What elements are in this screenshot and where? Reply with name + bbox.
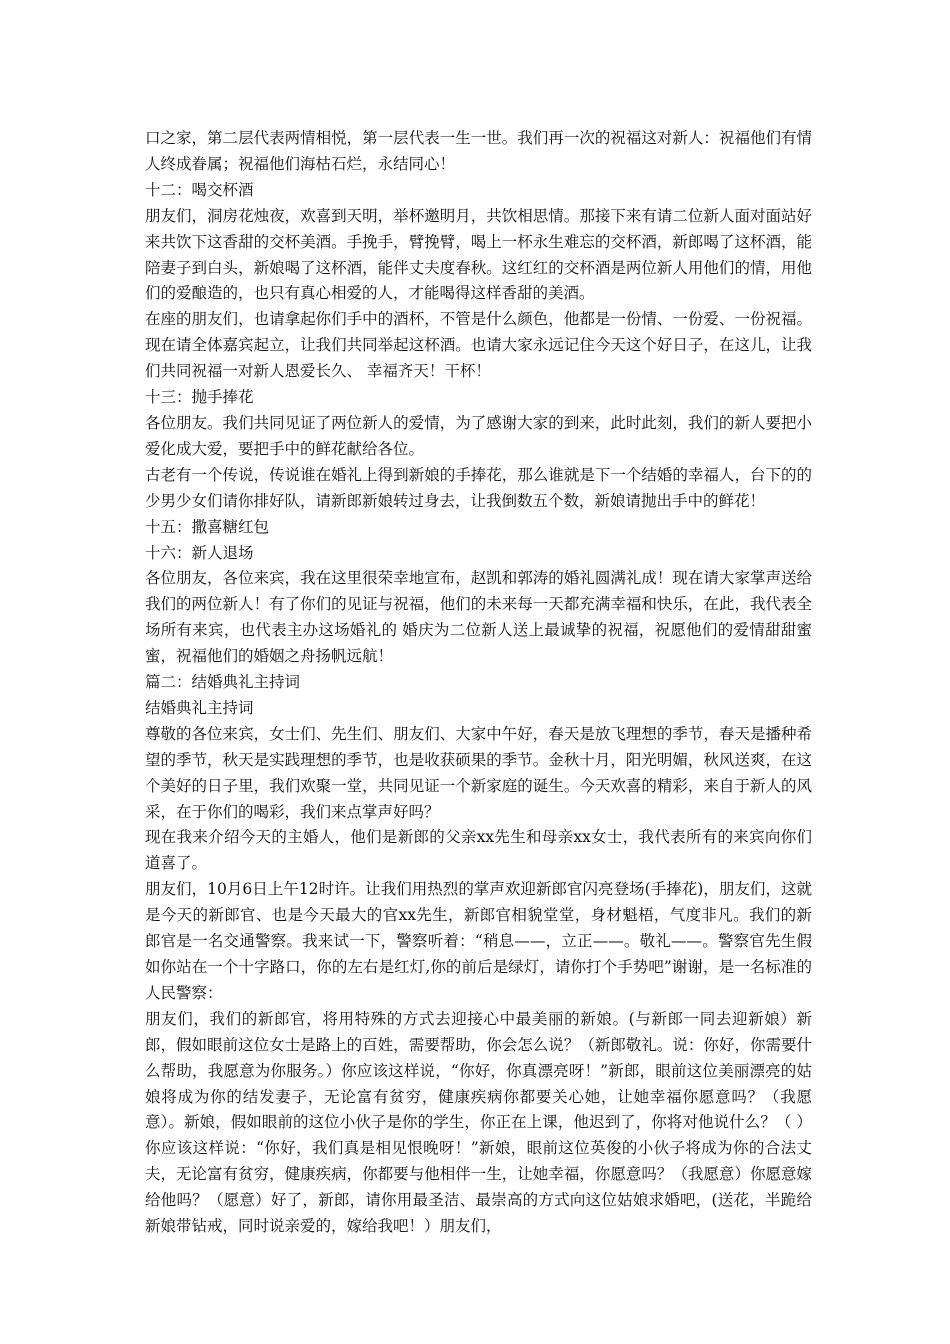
paragraph: 现在我来介绍今天的主婚人，他们是新郎的父亲xx先生和母亲xx女士，我代表所有的来宾向你们道喜了。 (145, 828, 812, 873)
section-heading: 十三：抛手捧花 (145, 388, 254, 407)
paragraph: 尊敬的各位来宾，女士们、先生们、朋友们、大家中午好，春天是放飞理想的季节，春天是播种希望的季节，秋天是实践理想的季节，也是收获硕果的季节。金秋十月，阳光明媚，秋风送爽，在这个美好的日子里，我们欢聚一堂，共同见证一个新家庭的诞生。今天欢喜的精彩，来自于新人的风采，在于你们的喝彩，我们来点掌声好吗？ (145, 724, 812, 821)
document-body (145, 126, 812, 1240)
paragraph: 古老有一个传说，传说谁在婚礼上得到新娘的手捧花，那么谁就是下一个结婚的幸福人，台下的的少男少女们请你排好队，请新郎新娘转过身去，让我倒数五个数，新娘请抛出手中的鲜花！ (145, 465, 812, 510)
document-title: 结婚典礼主持词 (145, 698, 254, 717)
paragraph: 朋友们，我们的新郎官，将用特殊的方式去迎接心中最美丽的新娘。(与新郎一同去迎新娘）新郎，假如眼前这位女士是路上的百姓，需要帮助，你会怎么说？（新郎敬礼。说：你好，你需要什么帮助，我愿意为你服务。）你应该这样说，“你好，你真漂亮呀！”新郎，眼前这位美丽漂亮的姑娘将成为你的结发妻子，无论富有贫穷，健康疾病你都要关心她，让她幸福你愿意吗？（我愿意）。新娘，假如眼前的这位小伙子是你的学生，你正在上课，他迟到了，你将对他说什么？（ ）你应该这样说：“你好，我们真是相见恨晚呀！”新娘，眼前这位英俊的小伙子将成为你的合法丈夫，无论富有贫穷，健康疾病，你都要与他相伴一生，让她幸福，你愿意吗？（我愿意）你愿意嫁给他吗？（愿意）好了，新郎，请你用最圣洁、最崇高的方式向这位姑娘求婚吧，(送花，半跪给新娘带钻戒，同时说亲爱的，嫁给我吧！）朋友们， (145, 1009, 812, 1236)
chapter-heading: 篇二：结婚典礼主持词 (145, 673, 301, 692)
paragraph: 各位朋友。我们共同见证了两位新人的爱情，为了感谢大家的到来，此时此刻，我们的新人要把小爱化成大爱，要把手中的鲜花献给各位。 (145, 413, 812, 458)
paragraph: 朋友们，洞房花烛夜，欢喜到天明，举杯邀明月，共饮相思情。那接下来有请二位新人面对面站好来共饮下这香甜的交杯美酒。手挽手，臂挽臂，喝上一杯永生难忘的交杯酒，新郎喝了这杯酒，能陪妻子到白头，新娘喝了这杯酒，能伴丈夫度春秋。这红红的交杯酒是两位新人用他们的情，用他们的爱酿造的，也只有真心相爱的人，才能喝得这样香甜的美酒。 (145, 206, 812, 303)
paragraph: 各位朋友，各位来宾，我在这里很荣幸地宣布，赵凯和郭涛的婚礼圆满礼成！现在请大家掌声送给我们的两位新人！有了你们的见证与祝福，他们的未来每一天都充满幸福和快乐，在此，我代表全场所有来宾，也代表主办这场婚礼的 婚庆为二位新人送上最诚挚的祝福，祝愿他们的爱情甜甜蜜蜜，祝福他们的婚姻之舟扬帆远航！ (145, 569, 812, 666)
section-heading: 十六：新人退场 (145, 543, 254, 562)
paragraph: 在座的朋友们，也请拿起你们手中的酒杯，不管是什么颜色，他都是一份情、一份爱、一份祝福。现在请全体嘉宾起立，让我们共同举起这杯酒。也请大家永远记住今天这个好日子，在这儿，让我们共同祝福一对新人恩爱长久、 幸福齐天！干杯！ (145, 310, 812, 381)
paragraph: 口之家，第二层代表两情相悦，第一层代表一生一世。我们再一次的祝福这对新人：祝福他们有情人终成眷属；祝福他们海枯石烂，永结同心！ (145, 129, 812, 173)
section-heading: 十二：喝交杯酒 (145, 180, 254, 199)
paragraph: 朋友们，10月6日上午12时许。让我们用热烈的掌声欢迎新郎官闪亮登场(手捧花)，朋友们，这就是今天的新郎官、也是今天最大的官xx先生，新郎官相貌堂堂，身材魁梧，气度非凡。我们的新郎官是一名交通警察。我来试一下，警察听着：“稍息——，立正——。敬礼——。警察官先生假如你站在一个十字路口，你的左右是红灯,你的前后是绿灯，请你打个手势吧”谢谢，是一名标准的人民警察： (145, 880, 812, 1002)
section-heading: 十五：撒喜糖红包 (145, 517, 270, 536)
